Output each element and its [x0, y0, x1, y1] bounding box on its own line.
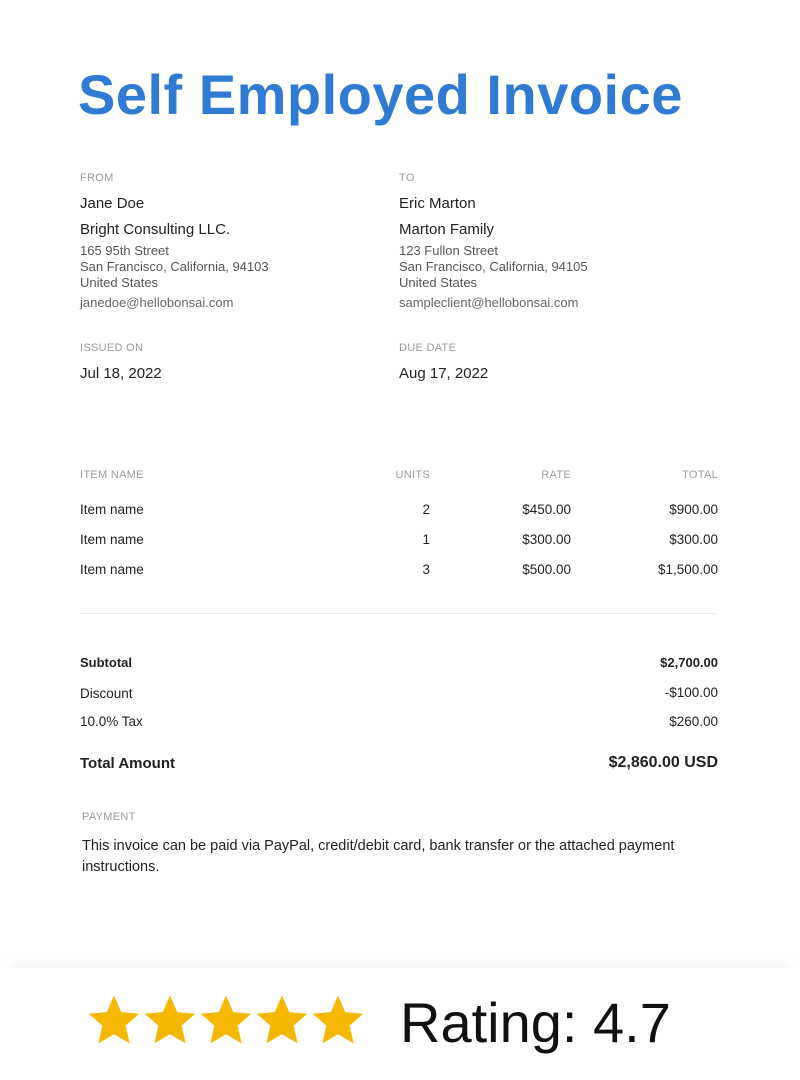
total-amount-label: Total Amount — [80, 755, 175, 772]
from-address-line3: United States — [80, 275, 159, 290]
to-label: TO — [399, 172, 415, 184]
star-icon — [86, 992, 142, 1048]
row-3-total: $1,500.00 — [657, 562, 718, 577]
from-company: Bright Consulting LLC. — [80, 221, 231, 238]
table-divider — [80, 613, 718, 614]
to-address-line3: United States — [399, 275, 478, 290]
payment-label: PAYMENT — [82, 811, 136, 823]
row-3-rate: $500.00 — [522, 562, 571, 577]
to-company: Marton Family — [399, 221, 495, 238]
from-address-line2: San Francisco, California, 94103 — [80, 259, 269, 274]
invoice-title: Self Employed Invoice — [78, 63, 683, 126]
star-icon — [142, 992, 198, 1048]
discount-value: -$100.00 — [664, 685, 718, 700]
tax-value: $260.00 — [669, 714, 718, 729]
issued-on-label: ISSUED ON — [80, 342, 144, 354]
from-name: Jane Doe — [80, 195, 145, 212]
discount-label: Discount — [80, 686, 133, 701]
due-date-label: DUE DATE — [399, 342, 457, 354]
rating-text: Rating: 4.7 — [400, 991, 671, 1054]
to-email: sampleclient@hellobonsai.com — [399, 295, 579, 310]
row-2-rate: $300.00 — [522, 532, 571, 547]
subtotal-value: $2,700.00 — [660, 655, 718, 670]
rating-stars — [86, 992, 366, 1054]
to-name: Eric Marton — [399, 195, 476, 212]
star-icon — [198, 992, 254, 1048]
row-2-total: $300.00 — [669, 532, 718, 547]
from-label: FROM — [80, 172, 114, 184]
header-rate: RATE — [541, 469, 571, 481]
row-1-item: Item name — [80, 502, 144, 517]
payment-instructions: This invoice can be paid via PayPal, credit/debit card, bank transfer or the attached payment instructions. — [82, 838, 675, 875]
row-1-total: $900.00 — [669, 502, 718, 517]
to-address-line1: 123 Fullon Street — [399, 243, 499, 258]
row-3-units: 3 — [422, 562, 430, 577]
header-item-name: ITEM NAME — [80, 469, 144, 481]
row-1-rate: $450.00 — [522, 502, 571, 517]
from-email: janedoe@hellobonsai.com — [80, 295, 234, 310]
to-address-line2: San Francisco, California, 94105 — [399, 259, 588, 274]
row-2-item: Item name — [80, 532, 144, 547]
due-date-value: Aug 17, 2022 — [399, 365, 489, 382]
row-2-units: 1 — [422, 532, 430, 547]
star-icon — [254, 992, 310, 1048]
header-total: TOTAL — [682, 469, 718, 481]
tax-label: 10.0% Tax — [80, 714, 143, 729]
star-icon — [310, 992, 366, 1048]
row-3-item: Item name — [80, 562, 144, 577]
issued-on-date: Jul 18, 2022 — [80, 365, 162, 382]
row-1-units: 2 — [422, 502, 430, 517]
total-amount-value: $2,860.00 USD — [608, 754, 718, 771]
subtotal-label: Subtotal — [80, 655, 132, 670]
from-address-line1: 165 95th Street — [80, 243, 169, 258]
header-units: UNITS — [395, 469, 430, 481]
